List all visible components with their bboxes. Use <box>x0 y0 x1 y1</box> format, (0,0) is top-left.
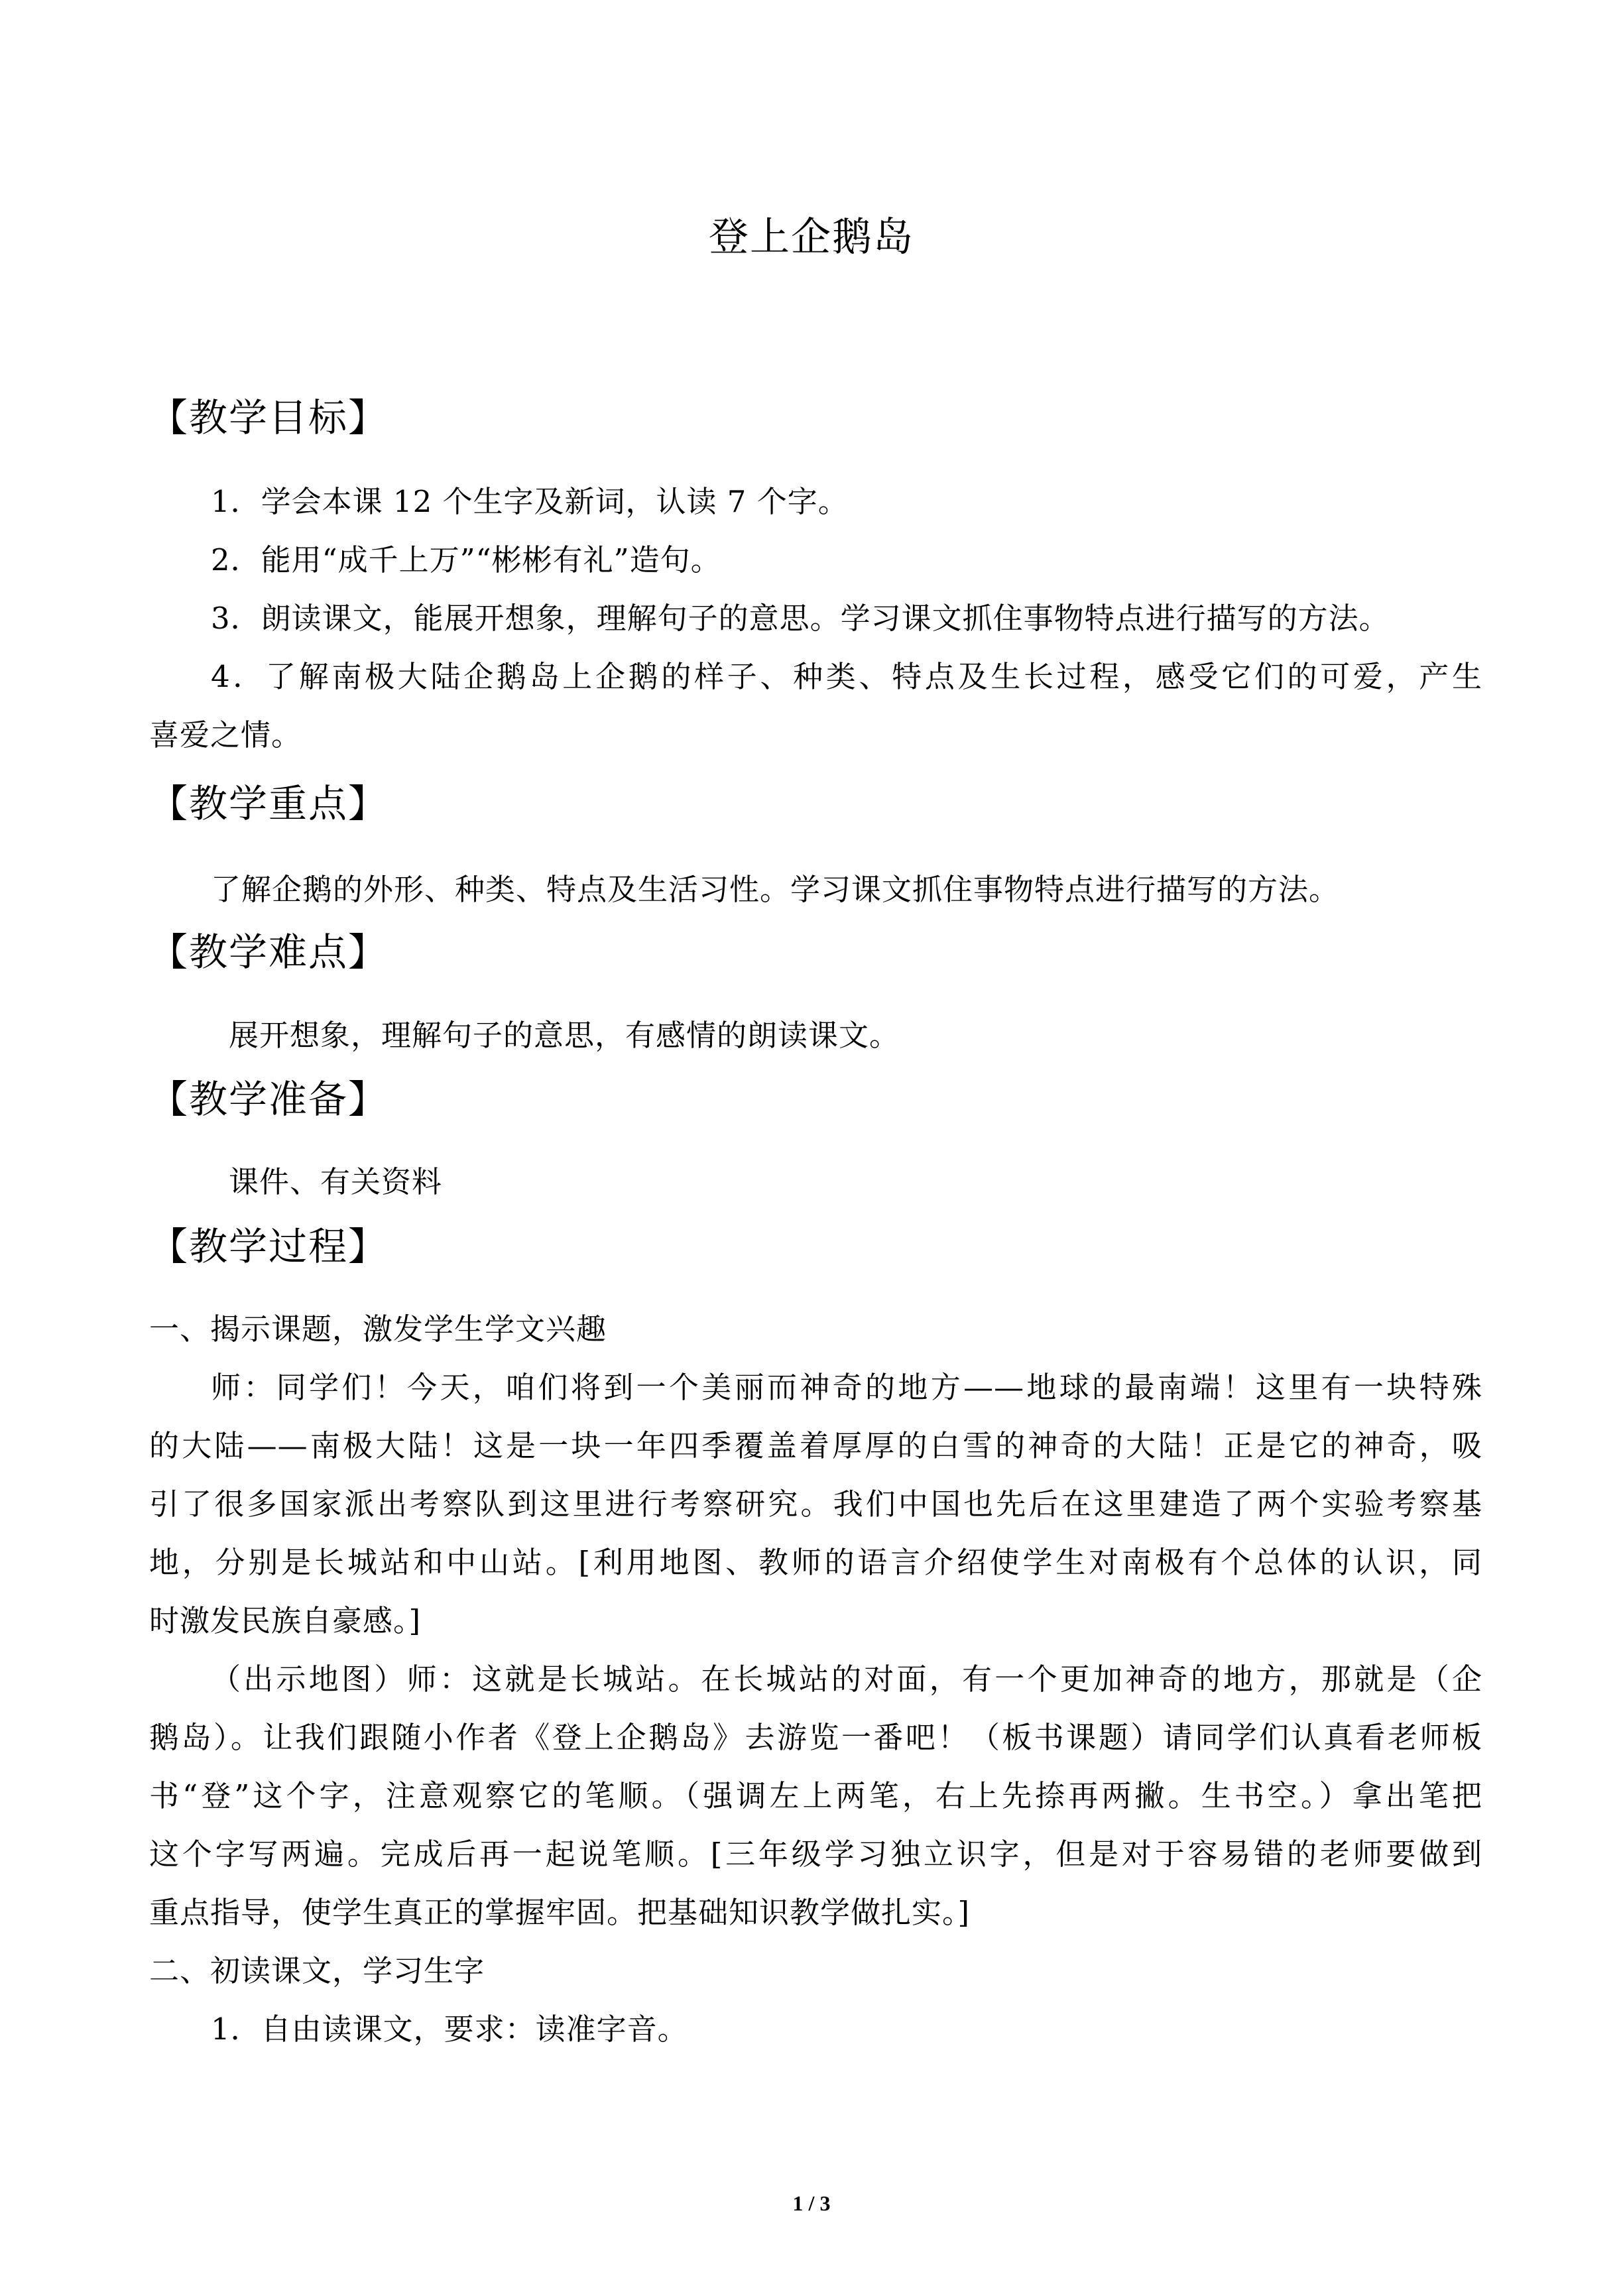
para2-line-5: 重点指导，使学生真正的掌握牢固。把基础知识教学做扎实。] <box>149 1895 971 1930</box>
goal-item-2: 2．能用“成千上万”“彬彬有礼”造句。 <box>211 542 721 577</box>
goal-item-4-cont: 喜爱之情。 <box>149 717 302 753</box>
goal-item-1: 1．学会本课 12 个生字及新词，认读 7 个字。 <box>211 484 849 519</box>
heading-process: 【教学过程】 <box>149 1224 389 1269</box>
goal-item-3: 3．朗读课文，能展开想象，理解句子的意思。学习课文抓住事物特点进行描写的方法。 <box>211 601 1390 636</box>
para1-line-5: 时激发民族自豪感。] <box>149 1603 422 1638</box>
key-points-text: 了解企鹅的外形、种类、特点及生活习性。学习课文抓住事物特点进行描写的方法。 <box>211 872 1340 907</box>
para2-line-2: 鹅岛）。让我们跟随小作者《登上企鹅岛》去游览一番吧！（板书课题）请同学们认真看老师板 <box>149 1720 1482 1755</box>
para1-line-4: 地，分别是长城站和中山站。[利用地图、教师的语言介绍使学生对南极有个总体的认识，同 <box>149 1545 1482 1580</box>
page-number: 1 / 3 <box>792 2191 831 2215</box>
goal-item-4: 4．了解南极大陆企鹅岛上企鹅的样子、种类、特点及生长过程，感受它们的可爱，产生 <box>211 659 1482 694</box>
preparation-text: 课件、有关资料 <box>229 1164 443 1199</box>
para1-line-1: 师：同学们！今天，咱们将到一个美丽而神奇的地方——地球的最南端！这里有一块特殊 <box>211 1370 1482 1405</box>
heading-key-points: 【教学重点】 <box>149 781 389 826</box>
difficulties-text: 展开想象，理解句子的意思，有感情的朗读课文。 <box>229 1018 900 1053</box>
para1-line-3: 引了很多国家派出考察队到这里进行考察研究。我们中国也先后在这里建造了两个实验考察基 <box>149 1486 1482 1522</box>
process-part1-title: 一、揭示课题，激发学生学文兴趣 <box>149 1311 607 1347</box>
para2-line-1: （出示地图）师：这就是长城站。在长城站的对面，有一个更加神奇的地方，那就是（企 <box>211 1662 1482 1697</box>
document-title: 登上企鹅岛 <box>709 214 914 261</box>
heading-difficulties: 【教学难点】 <box>149 930 389 975</box>
para1-line-2: 的大陆——南极大陆！这是一块一年四季覆盖着厚厚的白雪的神奇的大陆！正是它的神奇，吸 <box>149 1428 1482 1463</box>
heading-teaching-goals: 【教学目标】 <box>149 395 389 440</box>
para2-line-3: 书“登”这个字，注意观察它的笔顺。（强调左上两笔，右上先捺再两撇。生书空。）拿出笔把 <box>149 1778 1482 1813</box>
heading-preparation: 【教学准备】 <box>149 1077 389 1122</box>
process-step-1: 1．自由读课文，要求：读准字音。 <box>211 2012 688 2047</box>
para2-line-4: 这个字写两遍。完成后再一起说笔顺。[三年级学习独立识字，但是对于容易错的老师要做到 <box>149 1837 1482 1872</box>
process-part2-title: 二、初读课文，学习生字 <box>149 1953 485 1988</box>
